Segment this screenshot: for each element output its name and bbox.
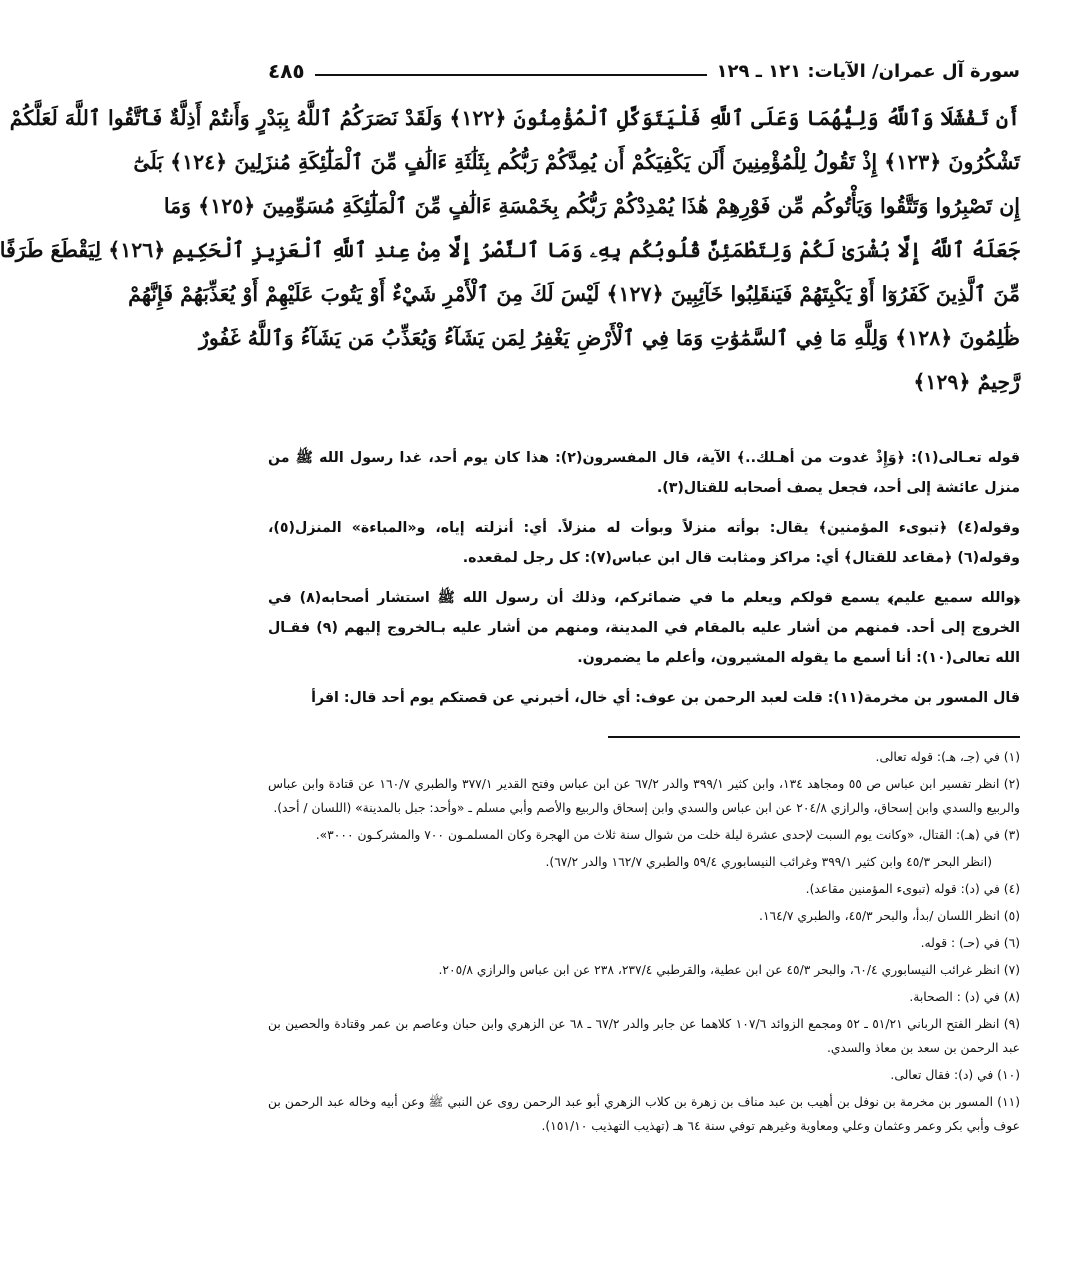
footnote: (١١) المسور بن مخرمة بن نوفل بن أهيب بن عبد مناف بن زهرة بن كلاب الزهري أبو عبد الرحمن روى عن النبي ﷺ وعن أبيه وخاله عبد الرحمن بن عوف وأبي بكر وعمر وعثمان وعلي ومعاوية وغيرهم توفي سنة ٦٤ هـ (تهذيب التهذيب ١٥١/١٠). (268, 1095, 1020, 1133)
header-rule (315, 74, 707, 76)
commentary-paragraph: وقوله(٤) ﴿تبوىء المؤمنين﴾ يقال: بوأته منزلاً وبوأت له منزلاً. أي: أنزلته إياه، و«المباءة» المنزل(٥)، وقوله(٦) ﴿مقاعد للقتال﴾ أي: مراكز ومثابت قال ابن عباس(٧): كل رجل لمقعده. (268, 520, 1020, 566)
quran-line: رَّحِيمٌ ﴿١٢٩﴾ (913, 370, 1020, 394)
page-header (268, 58, 1020, 84)
quran-line: مِّنَ ٱلَّذِينَ كَفَرُوٓا أَوْ يَكْبِتَهُمْ فَيَنقَلِبُوا خَآئِبِينَ ﴿١٢٧﴾ لَيْسَ لَكَ مِنَ ٱلْأَمْرِ شَيْءٌ أَوْ يَتُوبَ عَلَيْهِمْ أَوْ يُعَذِّبَهُمْ فَإِنَّهُمْ (128, 282, 1020, 306)
footnote: (انظر البحر ٤٥/٣ وابن كثير ٣٩٩/١ وغرائب النيسابوري ٥٩/٤ والطبري ١٦٢/٧ والدر ٦٧/٢). (545, 855, 992, 869)
footnote: (٨) في (د) : الصحابة. (909, 990, 1020, 1004)
commentary-paragraph: قال المسور بن مخرمة(١١): قلت لعبد الرحمن بن عوف: أي خال، أخبرني عن قصتكم يوم أحد قال: اقرأ (311, 690, 1020, 706)
commentary (268, 443, 1020, 723)
footnotes (268, 745, 1020, 1141)
quran-verses (0, 96, 1020, 404)
commentary-paragraph: قوله تعـالى(١): ﴿وَإِذْ غدوت من أهـلك..﴾ الآية، قال المفسرون(٢): هذا كان يوم أحد، غدا رسول الله ﷺ من منزل عائشة إلى أحد، فجعل يصف أصحابه للقتال(٣). (268, 450, 1020, 496)
footnote: (٦) في (حـ) : قوله. (920, 936, 1020, 950)
footnote: (٣) في (هـ): القتال، «وكانت يوم السبت لإحدى عشرة ليلة خلت من شوال سنة ثلاث من الهجرة وكان المسلمـون ٧٠٠ والمشركـون ٣٠٠٠». (315, 828, 1020, 842)
footnote-divider (608, 736, 1020, 738)
footnote: (٢) انظر تفسير ابن عباس ص ٥٥ ومجاهد ١٣٤، وابن كثير ٣٩٩/١ والدر ٦٧/٢ عن ابن عباس وفتح القدير ٣٧٧/١ والطبري ١٦٠/٧ عن قتادة وابن عباس والربيع والسدي وابن إسحاق، والرازي ٢٠٤/٨ عن ابن عباس والسدي وابن إسحاق والربيع والأصم وأبي مسلم ـ «وأحد: جبل بالمدينة» (اللسان / أحد). (268, 777, 1021, 815)
quran-line: أَن تَفْشَلَا وَٱللَّهُ وَلِيُّهُمَا وَعَلَى ٱللَّهِ فَلْيَتَوَكَّلِ ٱلْمُؤْمِنُونَ ﴿١٢٢﴾ وَلَقَدْ نَصَرَكُمُ ٱللَّهُ بِبَدْرٍ وَأَنتُمْ أَذِلَّةٌ فَٱتَّقُوا ٱللَّهَ لَعَلَّكُمْ (9, 106, 1020, 130)
footnote: (١٠) في (د): فقال تعالى. (890, 1068, 1020, 1082)
quran-line: جَعَلَهُ ٱللَّهُ إِلَّا بُشْرَىٰ لَكُمْ وَلِتَطْمَئِنَّ قُلُوبُكُم بِهِۦ وَمَا ٱلنَّصْرُ إِلَّا مِنْ عِندِ ٱللَّهِ ٱلْعَزِيزِ ٱلْحَكِيمِ ﴿١٢٦﴾ لِيَقْطَعَ طَرَفًا (0, 238, 1020, 262)
quran-line: تَشْكُرُونَ ﴿١٢٣﴾ إِذْ تَقُولُ لِلْمُؤْمِنِينَ أَلَن يَكْفِيَكُمْ أَن يُمِدَّكُمْ رَبُّكُم بِثَلَٰثَةِ ءَالَٰفٍ مِّنَ ٱلْمَلَٰٓئِكَةِ مُنزَلِينَ ﴿١٢٤﴾ بَلَىٰٓ (133, 150, 1020, 174)
footnote: (٤) في (د): قوله (تبوىء المؤمنين مقاعد). (805, 882, 1020, 896)
page-number: ٤٨٥ (268, 59, 305, 83)
quran-line: ظَٰلِمُونَ ﴿١٢٨﴾ وَلِلَّهِ مَا فِي ٱلسَّمَٰوَٰتِ وَمَا فِي ٱلْأَرْضِ يَغْفِرُ لِمَن يَشَآءُ وَيُعَذِّبُ مَن يَشَآءُ وَٱللَّهُ غَفُورٌ (199, 326, 1020, 350)
footnote: (٥) انظر اللسان /بدأ، والبحر ٤٥/٣، والطبري ١٦٤/٧. (759, 909, 1020, 923)
footnote: (٧) انظر غرائب النيسابوري ٦٠/٤، والبحر ٤٥/٣ عن ابن عطية، والقرطبي ٢٣٧/٤، ٢٣٨ عن ابن عباس والرازي ٢٠٥/٨. (438, 963, 1020, 977)
footnote: (٩) انظر الفتح الرباني ٥١/٢١ ـ ٥٢ ومجمع الزوائد ١٠٧/٦ كلاهما عن جابر والدر ٦٧/٢ ـ ٦٨ عن الزهري وابن حبان وعاصم بن عمر وقتادة والحصين بن عبد الرحمن بن سعد بن معاذ والسدي. (268, 1017, 1020, 1055)
quran-line: إِن تَصْبِرُوا وَتَتَّقُوا وَيَأْتُوكُم مِّن فَوْرِهِمْ هَٰذَا يُمْدِدْكُمْ رَبُّكُم بِخَمْسَةِ ءَالَٰفٍ مِّنَ ٱلْمَلَٰٓئِكَةِ مُسَوِّمِينَ ﴿١٢٥﴾ وَمَا (163, 194, 1020, 218)
running-title: سورة آل عمران/ الآيات: ١٢١ ـ ١٢٩ (716, 60, 1020, 82)
footnote: (١) في (جـ، هـ): قوله تعالى. (875, 750, 1020, 764)
commentary-paragraph: ﴿والله سميع عليم﴾ يسمع قولكم ويعلم ما في ضمائركم، وذلك أن رسول الله ﷺ استشار أصحابه(٨) في الخروج إلى أحد. فمنهم من أشار عليه بالمقام في المدينة، ومنهم من أشار عليه بـالخروج إليهم (٩) فقـال الله تعالى(١٠): أنا أسمع ما يقوله المشيرون، وأعلم ما يضمرون. (268, 590, 1020, 666)
